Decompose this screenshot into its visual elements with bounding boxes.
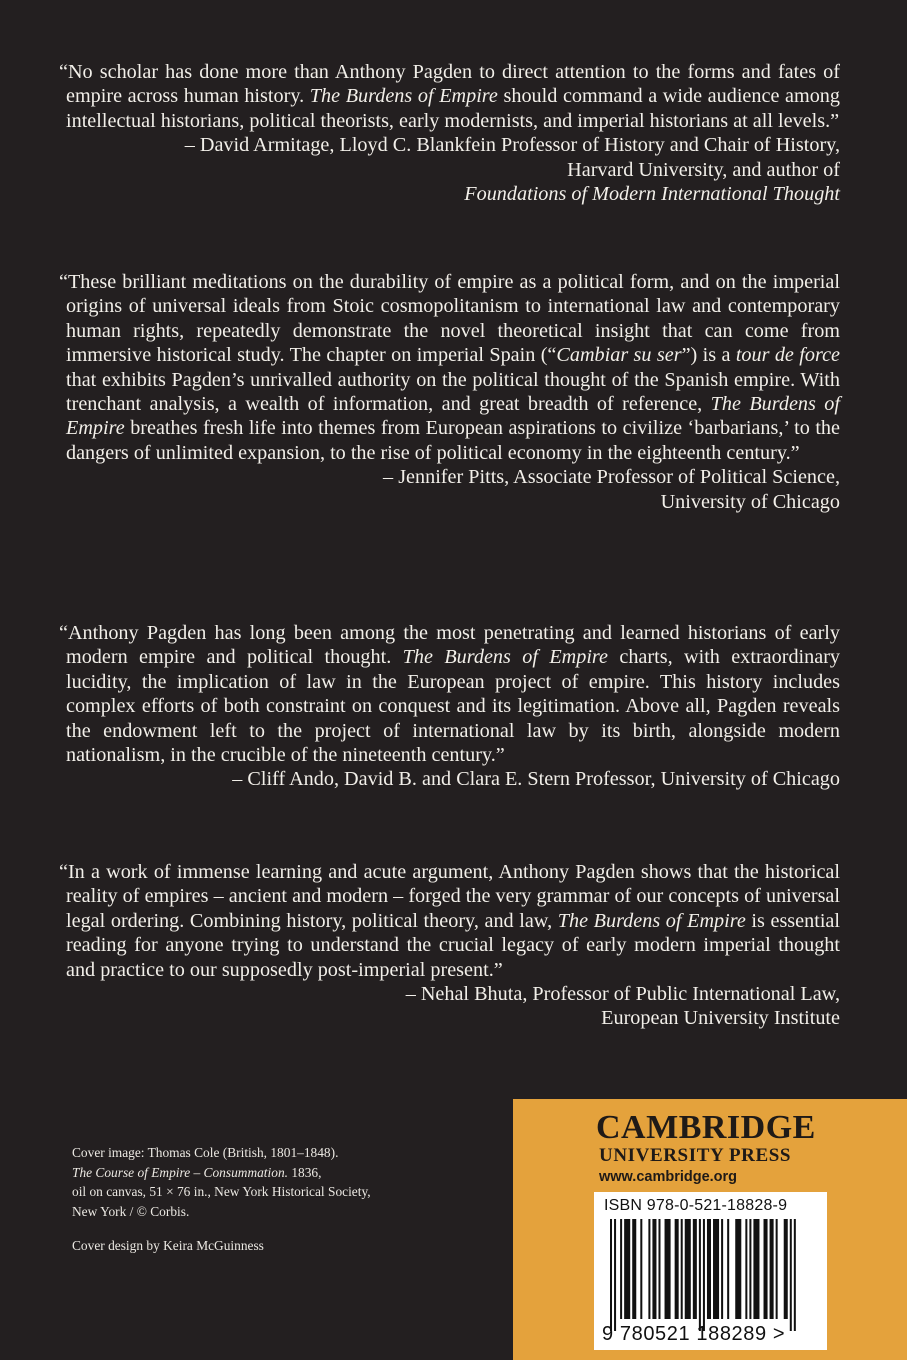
endorsement-armitage xyxy=(59,60,840,206)
attribution-text: Harvard University, and author of xyxy=(567,158,840,181)
endorsement-text xyxy=(59,270,841,465)
barcode-bar xyxy=(764,1219,768,1319)
attribution-text: – Jennifer Pitts, Associate Professor of Political Science, xyxy=(383,466,840,489)
barcode-bar xyxy=(770,1219,774,1319)
cover-image-title: The Course of Empire – Consummation. xyxy=(72,1164,288,1180)
quote-segment: charts, with extraordinary lucidity, the implication of law in the European project of empire. This history includes complex efforts of both constraint on conquest and its legitimation. Above all, Pagden reveals the endowment left to the project of international law by its birth, alongside modern nationalism, in the crucible of the nineteenth century.” xyxy=(66,646,841,767)
endorsement-text xyxy=(59,621,841,767)
cover-image-credit-line2 xyxy=(72,1163,472,1183)
quote-segment: breathes fresh life into themes from European aspirations to civilize ‘barbarians,’ to the dangers of unlimited expansion, to the rise of political economy in the eighteenth century.” xyxy=(66,417,840,464)
barcode-bar xyxy=(685,1219,691,1319)
quote-segment: ”) is a xyxy=(681,344,736,367)
barcode-bar xyxy=(610,1219,612,1331)
barcode-bar xyxy=(784,1219,788,1319)
quote-italic-segment: The Burdens of Empire xyxy=(309,85,498,108)
endorsement-pitts xyxy=(59,270,841,514)
barcode-bar xyxy=(614,1219,616,1331)
barcode-bar xyxy=(727,1219,729,1319)
endorsement-bhuta xyxy=(59,860,841,1031)
attribution-text: – Nehal Bhuta, Professor of Public International Law, xyxy=(405,983,840,1006)
barcode-bar xyxy=(753,1219,759,1319)
barcode-bar xyxy=(721,1219,723,1319)
endorsement-attribution xyxy=(66,982,840,1031)
endorsement-text xyxy=(59,860,841,982)
barcode-bar xyxy=(749,1219,751,1319)
publisher-name: CAMBRIDGE xyxy=(596,1109,816,1146)
quote-italic-segment: tour de force xyxy=(735,344,841,367)
attribution-text: – David Armitage, Lloyd C. Blankfein Professor of History and Chair of History, xyxy=(184,134,840,157)
attribution-text: University of Chicago xyxy=(660,490,840,513)
quote-italic-segment: The Burdens of Empire xyxy=(402,646,608,669)
quote-segment: that exhibits Pagden’s unrivalled authority on the political thought of the Spanish empire. With trenchant analysis, a wealth of information, and great breadth of reference, xyxy=(66,368,840,416)
barcode-bar xyxy=(713,1219,719,1319)
cover-credits xyxy=(72,1143,472,1256)
attribution-line xyxy=(66,133,840,157)
attribution-line xyxy=(66,767,840,791)
attribution-line xyxy=(66,490,840,514)
barcode-bar xyxy=(675,1219,679,1319)
endorsement-attribution xyxy=(66,767,840,791)
attribution-text: – Cliff Ando, David B. and Clara E. Stern Professor, University of Chicago xyxy=(232,768,840,791)
isbn-label: ISBN 978-0-521-18828-9 xyxy=(604,1197,788,1214)
quote-segment: “Anthony Pagden has long been among the most penetrating and learned historians of early modern empire and political thought. xyxy=(59,622,840,669)
attribution-line xyxy=(66,465,840,489)
endorsement-attribution xyxy=(66,133,840,206)
attribution-line xyxy=(66,158,840,182)
barcode-number: 9 780521 188289 xyxy=(602,1323,767,1345)
barcode-bar xyxy=(648,1219,650,1319)
barcode-bar xyxy=(640,1219,642,1319)
barcode-bar xyxy=(776,1219,778,1319)
quote-segment: “These brilliant meditations on the durability of empire as a political form, and on the imperial origins of universal ideals from Stoic cosmopolitanism to international law and contemporary human rights, repeatedly demonstrate the novel theoretical insight that can come from immersive historical study. The chapter on imperial Spain (“ xyxy=(59,271,840,367)
publisher-press: UNIVERSITY PRESS xyxy=(599,1145,792,1166)
endorsement-text xyxy=(59,60,840,133)
barcode-bar xyxy=(665,1219,671,1319)
barcode-bar xyxy=(707,1219,711,1319)
attribution-title: Foundations of Modern International Thought xyxy=(464,183,840,206)
barcode-arrow: > xyxy=(772,1323,786,1345)
cover-design-credit: Cover design by Keira McGuinness xyxy=(72,1238,264,1253)
attribution-line xyxy=(66,982,840,1006)
endorsement-attribution xyxy=(66,465,840,514)
quote-segment: should command a wide audience among intellectual historians, political theorists, early modernists, and imperial historians at all levels.” xyxy=(66,85,840,132)
attribution-text: European University Institute xyxy=(601,1007,840,1030)
quote-italic-segment: The Burdens of Empire xyxy=(66,393,840,440)
barcode-panel xyxy=(594,1192,827,1350)
cover-image-credit-line1: Cover image: Thomas Cole (British, 1801–1848). xyxy=(72,1145,339,1160)
attribution-line xyxy=(66,182,840,206)
barcode-bar xyxy=(624,1219,630,1319)
cover-image-year: 1836, xyxy=(288,1164,322,1180)
barcode-bar xyxy=(745,1219,747,1319)
barcode-bar xyxy=(658,1219,660,1319)
barcode-bar xyxy=(735,1219,741,1319)
quote-segment: “In a work of immense learning and acute argument, Anthony Pagden shows that the historical reality of empires – ancient and modern – forged the very grammar of our concepts of universal legal ordering. Combining history, political theory, and law, xyxy=(59,861,840,932)
endorsement-ando xyxy=(59,621,841,792)
barcode-bar xyxy=(794,1219,796,1331)
barcode-bar xyxy=(699,1219,701,1331)
attribution-line xyxy=(66,1006,840,1030)
quote-italic-segment: The Burdens of Empire xyxy=(557,909,746,932)
barcode-bar xyxy=(693,1219,697,1319)
publisher-url: www.cambridge.org xyxy=(599,1169,738,1185)
publisher-box xyxy=(513,1099,907,1360)
quote-segment: is essential reading for anyone trying to understand the crucial legacy of early modern imperial thought and practice to our supposedly post-imperial present.” xyxy=(66,909,841,981)
barcode-digits xyxy=(602,1323,785,1346)
barcode-bar xyxy=(632,1219,636,1319)
barcode-bar xyxy=(790,1219,792,1331)
barcode-bar xyxy=(620,1219,622,1319)
barcode-bar xyxy=(681,1219,683,1319)
barcode-bar xyxy=(703,1219,705,1331)
cover-image-credit-line4: New York / © Corbis. xyxy=(72,1203,190,1219)
cover-image-credit-line3: oil on canvas, 51 × 76 in., New York Historical Society, xyxy=(72,1184,371,1199)
barcode-bar xyxy=(652,1219,656,1319)
quote-italic-segment: Cambiar su ser xyxy=(556,344,682,367)
barcode-icon xyxy=(610,1219,810,1331)
quote-segment: “No scholar has done more than Anthony Pagden to direct attention to the forms and fates of empire across human history. xyxy=(59,61,840,108)
